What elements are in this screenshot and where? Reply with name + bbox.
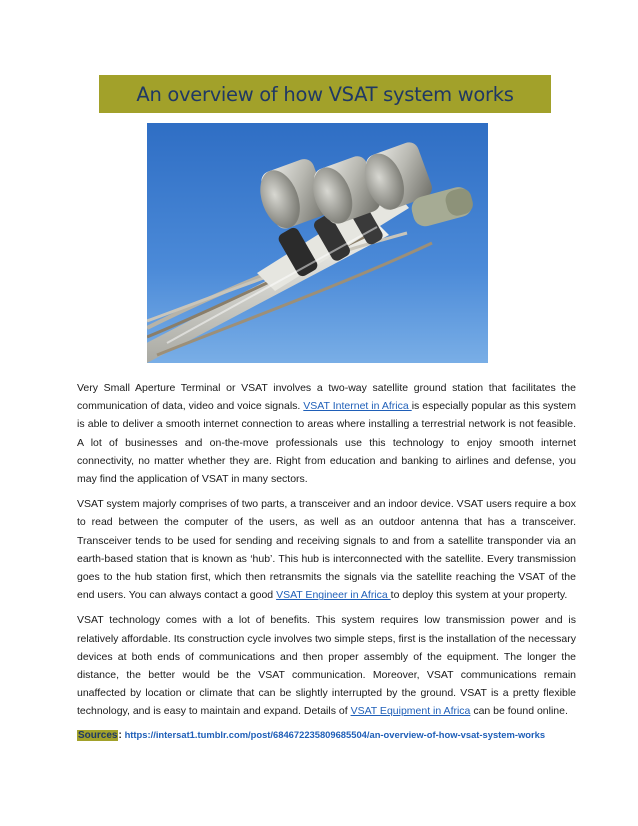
paragraph-2 <box>77 495 576 604</box>
paragraph-3 <box>77 611 576 720</box>
vsat-internet-link[interactable]: VSAT Internet in Africa <box>303 400 412 413</box>
sources-link[interactable]: https://intersat1.tumblr.com/post/684672235809685504/an-overview-of-how-vsat-system-works <box>124 728 546 740</box>
article-body <box>77 379 576 743</box>
satellite-lnb-photo <box>147 123 488 363</box>
paragraph-1-text-end: is especially popular as this system is able to deliver a smooth internet connection to areas where installing a terrestrial network is not feasible. A lot of businesses and on-the-move professionals use this technology to enjoy smooth internet connectivity, no matter whether they are. Right from education and banking to airlines and defense, you may find the application of VSAT in many sectors. <box>77 400 576 486</box>
vsat-equipment-link[interactable]: VSAT Equipment in Africa <box>350 705 471 718</box>
paragraph-3-text-start: VSAT technology comes with a lot of benefits. This system requires low transmission power and is relatively affordable. Its construction cycle involves two simple steps, first is the installation of the necessary devices at both ends of communications and then proper assembly of the equipment. The longer the distance, the better would be the VSAT communication. Moreover, VSAT communications remain unaffected by location or climate that can be slightly interrupted by the ground. VSAT is a pretty flexible technology, and is easy to maintain and expand. Details of <box>77 614 576 718</box>
paragraph-1-text-start: Very Small Aperture Terminal or VSAT involves a two-way satellite ground station that facilitates the communication of data, video and voice signals. <box>77 382 576 413</box>
paragraph-2-text-start: VSAT system majorly comprises of two parts, a transceiver and an indoor device. VSAT users require a box to read between the computer of the users, as well as an outdoor antenna that has a transceiver. Transceiver tends to be used for sending and receiving signals to and from a satellite transponder via an earth-based station that is known as ‘hub’. This hub is interconnected with the satellite. Every transmission goes to the hub station first, which then retransmits the signals via the satellite reaching the VSAT of the end users. You can always contact a good <box>77 498 576 602</box>
hero-image <box>147 123 488 363</box>
page-title: An overview of how VSAT system works <box>136 82 514 106</box>
sources-label: Sources <box>78 729 118 741</box>
paragraph-1 <box>77 379 576 488</box>
vsat-engineer-link[interactable]: VSAT Engineer in Africa <box>276 589 391 602</box>
sources-line <box>77 728 576 743</box>
title-banner <box>99 75 551 113</box>
paragraph-3-text-end: can be found online. <box>470 705 568 718</box>
paragraph-2-text-end: to deploy this system at your property. <box>390 589 568 602</box>
sources-separator: : <box>118 729 125 741</box>
